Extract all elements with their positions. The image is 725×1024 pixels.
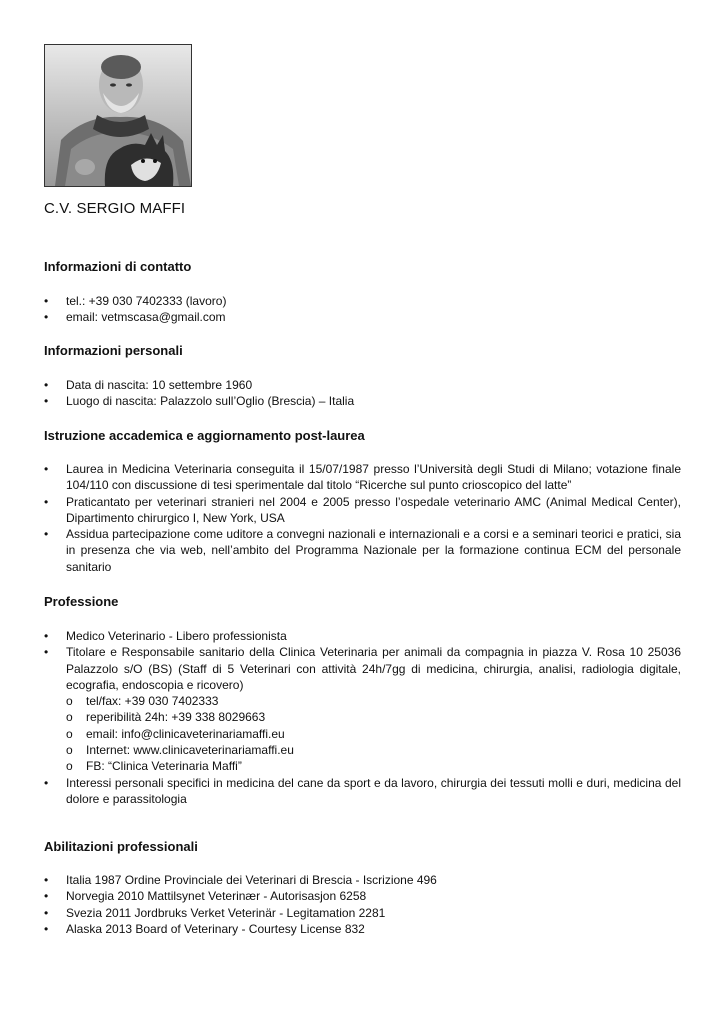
- list-item: [44, 905, 681, 921]
- bullet: •: [44, 462, 49, 476]
- clinic-emergency-phone: reperibilità 24h: +39 338 8029663: [86, 710, 266, 725]
- profession-clinic: Titolare e Responsabile sanitario della Clinica Veterinaria per animali da compagnia in piazza V. Rosa 10 25036 Palazzolo s/O (BS) (Staff di 5 Veterinari con attività 24h/7gg di medicina, chirurgia, analisi, radiologia digitale, ecografia, endoscopia e ricovero): [66, 645, 681, 692]
- license-norway: Norvegia 2010 Mattilsynet Veterinær - Autorisasjon 6258: [66, 889, 367, 904]
- clinic-phone: tel/fax: +39 030 7402333: [86, 694, 219, 709]
- education-list: [44, 461, 681, 575]
- sublist-item: [66, 726, 681, 742]
- bullet: •: [44, 645, 49, 660]
- license-sweden: Svezia 2011 Jordbruks Verket Veterinär - Legitamation 2281: [66, 905, 386, 920]
- list-item: [44, 309, 681, 325]
- bullet: •: [44, 873, 49, 887]
- license-alaska: Alaska 2013 Board of Veterinary - Courtesy License 832: [66, 921, 365, 936]
- section-heading-personal: Informazioni personali: [44, 343, 183, 358]
- portrait-photo: [44, 44, 192, 187]
- bullet: •: [44, 378, 49, 392]
- clinic-contacts-list: [66, 693, 681, 774]
- sub-bullet: o: [66, 710, 73, 725]
- profession-role: Medico Veterinario - Libero professionista: [66, 629, 287, 643]
- sublist-item: [66, 742, 681, 758]
- section-heading-licenses: Abilitazioni professionali: [44, 839, 198, 854]
- profession-interests: Interessi personali specifici in medicina del cane da sport e da lavoro, chirurgia dei tessuti molli e duri, medicina del dolore e parassitologia: [66, 775, 681, 806]
- licenses-list: [44, 872, 681, 937]
- license-italy: Italia 1987 Ordine Provinciale dei Veterinari di Brescia - Iscrizione 496: [66, 873, 437, 887]
- list-item: [44, 775, 681, 808]
- list-item: [44, 393, 681, 409]
- bullet: •: [44, 889, 49, 904]
- contact-list: [44, 293, 681, 326]
- section-heading-contact: Informazioni di contatto: [44, 259, 192, 274]
- list-item: [44, 526, 681, 575]
- bullet: •: [44, 921, 49, 936]
- section-heading-profession: Professione: [44, 594, 119, 609]
- list-item: [44, 872, 681, 888]
- list-item: [44, 888, 681, 904]
- bullet: •: [44, 310, 49, 325]
- bullet: •: [44, 775, 49, 790]
- sub-bullet: o: [66, 694, 73, 709]
- section-heading-education: Istruzione accademica e aggiornamento post-laurea: [44, 428, 365, 443]
- sub-bullet: o: [66, 743, 73, 758]
- clinic-website: Internet: www.clinicaveterinariamaffi.eu: [86, 743, 294, 758]
- cv-title: C.V. SERGIO MAFFI: [44, 200, 186, 217]
- education-internship: Praticantato per veterinari stranieri nel 2004 e 2005 presso l’ospedale veterinario AMC (Animal Medical Center), Dipartimento chirurgico I, New York, USA: [66, 494, 681, 525]
- list-item: [44, 644, 681, 774]
- contact-email: email: vetmscasa@gmail.com: [66, 310, 226, 325]
- personal-list: [44, 377, 681, 410]
- contact-phone: tel.: +39 030 7402333 (lavoro): [66, 294, 227, 308]
- bullet: •: [44, 527, 49, 542]
- clinic-facebook: FB: “Clinica Veterinaria Maffi”: [86, 759, 242, 774]
- list-item: [44, 377, 681, 393]
- list-item: [44, 461, 681, 494]
- sublist-item: [66, 693, 681, 709]
- bullet: •: [44, 629, 49, 643]
- bullet: •: [44, 905, 49, 920]
- birth-date: Data di nascita: 10 settembre 1960: [66, 378, 253, 392]
- bullet: •: [44, 394, 49, 409]
- sub-bullet: o: [66, 726, 73, 741]
- list-item: [44, 921, 681, 937]
- portrait-image: [45, 45, 191, 186]
- education-degree: Laurea in Medicina Veterinaria conseguita il 15/07/1987 presso l’Università degli Studi di Milano; votazione finale 104/110 con discussione di tesi sperimentale dal titolo “Ricerche sul punto crioscopico del latte”: [66, 462, 681, 493]
- sub-bullet: o: [66, 759, 73, 774]
- clinic-email: email: info@clinicaveterinariamaffi.eu: [86, 726, 285, 741]
- profession-list: [44, 628, 681, 807]
- bullet: •: [44, 494, 49, 509]
- list-item: [44, 293, 681, 309]
- education-courses: Assidua partecipazione come uditore a convegni nazionali e internazionali e a corsi e a seminari teorici e pratici, sia in presenza che via web, nell’ambito del Programma Nazionale per la formazione continua ECM del personale sanitario: [66, 527, 681, 574]
- bullet: •: [44, 294, 49, 308]
- sublist-item: [66, 709, 681, 725]
- list-item: [44, 628, 681, 644]
- list-item: [44, 494, 681, 527]
- sublist-item: [66, 758, 681, 774]
- birth-place: Luogo di nascita: Palazzolo sull’Oglio (Brescia) – Italia: [66, 394, 355, 409]
